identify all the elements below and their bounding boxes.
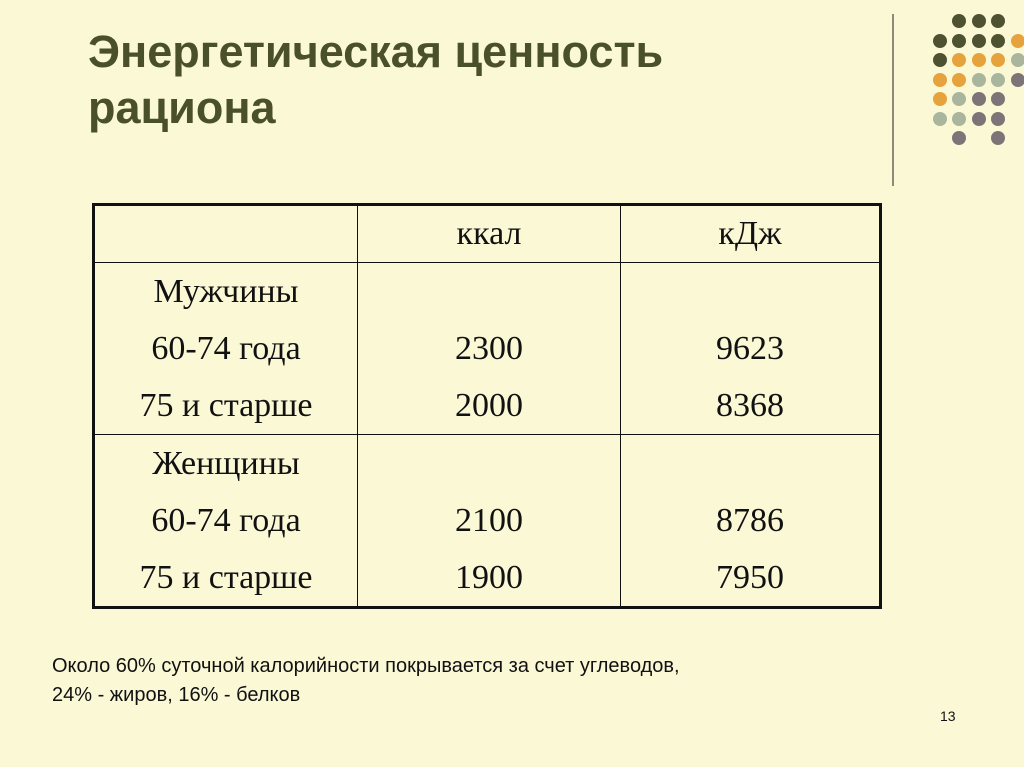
age-label: 75 и старше	[139, 387, 313, 424]
header-empty-cell	[94, 205, 358, 263]
kj-cell-men	[621, 263, 881, 435]
decorative-dot	[952, 73, 966, 87]
footnote-line-2: 24% - жиров, 16% - белков	[52, 684, 301, 706]
decorative-dot	[1011, 34, 1024, 48]
footnote-line-1: Около 60% суточной калорийности покрывается за счет углеводов,	[52, 655, 680, 677]
table-row-men	[94, 263, 881, 435]
decorative-divider	[892, 14, 894, 186]
kcal-cell-men	[358, 263, 621, 435]
kj-value: 8786	[716, 502, 784, 539]
decorative-dot	[952, 131, 966, 145]
kj-value: 8368	[716, 387, 784, 424]
decorative-dot	[972, 53, 986, 67]
decorative-dot	[952, 34, 966, 48]
decorative-dot	[972, 34, 986, 48]
group-label: Женщины	[152, 445, 300, 482]
title-line-2: рациона	[88, 82, 276, 133]
table-row-women	[94, 435, 881, 608]
kj-value: 9623	[716, 330, 784, 367]
group-cell-men	[94, 263, 358, 435]
decorative-dot	[933, 73, 947, 87]
decorative-dot	[972, 14, 986, 28]
decorative-dot	[972, 112, 986, 126]
group-cell-women	[94, 435, 358, 608]
decorative-dot	[933, 92, 947, 106]
header-kj: кДж	[621, 205, 881, 263]
age-label: 60-74 года	[151, 330, 301, 367]
decorative-dot	[952, 112, 966, 126]
decorative-dot	[991, 112, 1005, 126]
age-label: 75 и старше	[139, 559, 313, 596]
decorative-dot	[933, 53, 947, 67]
decorative-dot	[991, 53, 1005, 67]
decorative-dot	[952, 92, 966, 106]
decorative-dot	[991, 92, 1005, 106]
decorative-dot	[991, 73, 1005, 87]
kcal-cell-women	[358, 435, 621, 608]
page-number: 13	[940, 708, 956, 724]
group-label: Мужчины	[153, 273, 299, 310]
decorative-dot	[991, 34, 1005, 48]
decorative-dot	[991, 14, 1005, 28]
slide-title	[88, 24, 848, 136]
kcal-value: 2000	[455, 387, 523, 424]
decorative-dot	[1011, 53, 1024, 67]
energy-table	[92, 203, 882, 609]
kj-value: 7950	[716, 559, 784, 596]
kcal-value: 2100	[455, 502, 523, 539]
footnote	[52, 652, 932, 710]
decorative-dot	[952, 53, 966, 67]
age-label: 60-74 года	[151, 502, 301, 539]
decorative-dot	[972, 73, 986, 87]
kcal-value: 1900	[455, 559, 523, 596]
kj-cell-women	[621, 435, 881, 608]
header-kcal: ккал	[358, 205, 621, 263]
decorative-dot	[972, 92, 986, 106]
decorative-dot	[933, 34, 947, 48]
title-line-1: Энергетическая ценность	[88, 26, 664, 77]
decorative-dot	[952, 14, 966, 28]
decorative-dot	[933, 112, 947, 126]
kcal-value: 2300	[455, 330, 523, 367]
decorative-dot	[1011, 73, 1024, 87]
decorative-dot	[991, 131, 1005, 145]
table-header-row	[94, 205, 881, 263]
